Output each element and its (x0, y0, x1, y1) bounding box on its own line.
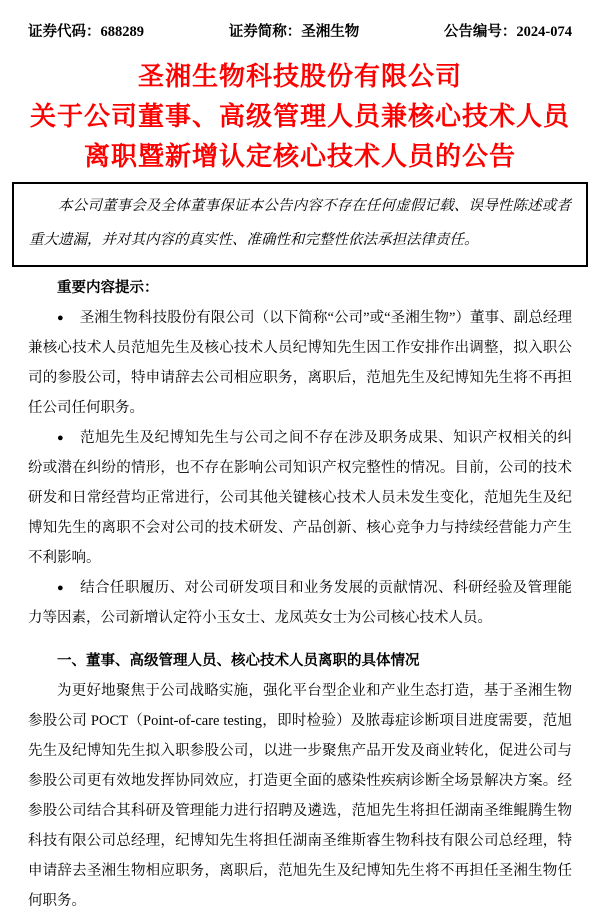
stock-short-name (229, 22, 360, 42)
bullet-icon: ● (57, 432, 65, 444)
section-one-paragraph: 为更好地聚焦于公司战略实施，强化平台型企业和产业生态打造，基于圣湘生物参股公司 POCT（Point-of-care testing，即时检验）及脓毒症诊断项目进度需要，范旭先生及纪博知先生拟入职参股公司，以进一步聚焦产品开发及商业转化，促进公司与参股公司更有效地发挥协同效应，打造更全面的感染性疾病诊断全场景解决方案。经参股公司结合其科研及管理能力进行招聘及遴选，范旭先生将担任湖南圣维鲲腾生物科技有限公司总经理，纪博知先生将担任湖南圣维斯睿生物科技有限公司总经理，特申请辞去圣湘生物相应职务，离职后，范旭先生及纪博知先生将不再担任圣湘生物任何职务。 (28, 683, 572, 909)
stock-code-label: 证券代码： (28, 24, 101, 40)
notice-bullet-text: 结合任职履历、对公司研发项目和业务发展的贡献情况、科研经验及管理能力等因素，公司新增认定符小玉女士、龙凤英女士为公司核心技术人员。 (28, 580, 572, 626)
announcement-number (444, 22, 572, 42)
document-header (0, 22, 600, 42)
bullet-icon: ● (57, 312, 64, 324)
stock-short-name-label: 证券简称： (228, 24, 302, 40)
page-title (26, 56, 574, 176)
bullet-icon: ● (57, 582, 65, 594)
stock-code-value: 688289 (100, 24, 144, 40)
title-subject-line: 关于公司董事、高级管理人员兼核心技术人员离职暨新增认定核心技术人员的公告 (29, 101, 570, 171)
notice-bullet-text: 范旭先生及纪博知先生与公司之间不存在涉及职务成果、知识产权相关的纠纷或潜在纠纷的情形，也不存在影响公司知识产权完整性的情况。目前，公司的技术研发和日常经营均正常进行，公司其他关键核心技术人员未发生变化，范旭先生及纪博知先生的离职不会对公司的技术研发、产品创新、核心竞争力与持续经营能力产生不利影响。 (28, 430, 572, 566)
announcement-number-label: 公告编号： (443, 24, 517, 40)
important-notice-heading: 重要内容提示： (57, 280, 159, 296)
section-one-heading: 一、董事、高级管理人员、核心技术人员离职的具体情况 (57, 653, 420, 669)
stock-short-name-value: 圣湘生物 (301, 24, 360, 40)
notice-bullet-item-2 (28, 423, 572, 573)
announcement-number-value: 2024-074 (516, 24, 572, 40)
title-company-line: 圣湘生物科技股份有限公司 (137, 61, 462, 91)
stock-code (28, 22, 144, 42)
notice-bullet-text: 圣湘生物科技股份有限公司（以下简称“公司”或“圣湘生物”）董事、副总经理兼核心技术人员范旭先生及核心技术人员纪博知先生因工作安排作出调整，拟入职公司的参股公司，特申请辞去公司相应职务，离职后，范旭先生及纪博知先生将不再担任公司任何职务。 (28, 310, 572, 416)
disclaimer-box (12, 182, 588, 267)
notice-bullet-item-3 (28, 573, 572, 633)
disclaimer-text: 本公司董事会及全体董事保证本公告内容不存在任何虚假记载、误导性陈述或者重大遗漏，并对其内容的真实性、准确性和完整性依法承担法律责任。 (29, 198, 571, 248)
notice-bullet-item-1 (28, 303, 572, 423)
document-body (0, 273, 600, 916)
